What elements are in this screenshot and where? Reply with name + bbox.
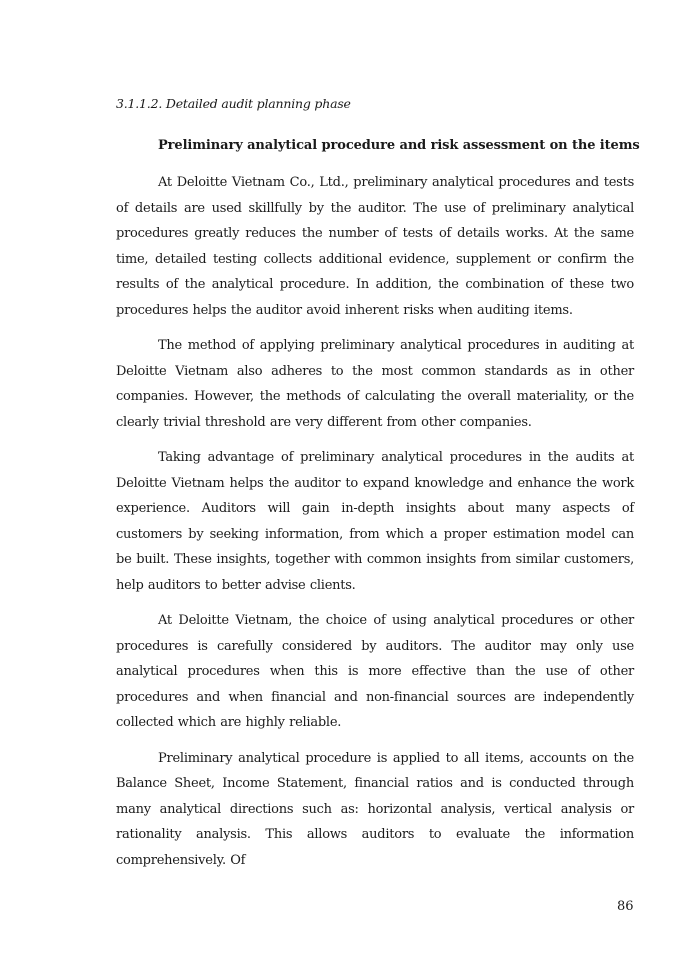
paragraph: Preliminary analytical procedure is applied to all items, accounts on the Balance Sheet, Income Statement, financial ratios and is conducted through many analytical directions such as: horizontal analysis, vertical analysis or rationality analysis. This allows auditors to evaluate the information comprehensively. Of <box>116 750 634 868</box>
subheading: Preliminary analytical procedure and risk assessment on the items <box>158 138 640 153</box>
paragraph: Taking advantage of preliminary analytical procedures in the audits at Deloitte Vietnam helps the auditor to expand knowledge and enhance the work experience. Auditors will gain in-depth insights about many aspects of customers by seeking information, from which a proper estimation model can be built. These insights, together with common insights from similar customers, help auditors to better advise clients. <box>116 450 634 593</box>
paragraph: At Deloitte Vietnam, the choice of using analytical procedures or other procedures is carefully considered by auditors. The auditor may only use analytical procedures when this is more effective than the use of other procedures and when financial and non-financial sources are independently collected which are highly reliable. <box>116 613 634 730</box>
body-text <box>116 170 634 883</box>
page-number: 86 <box>617 899 634 914</box>
paragraph: At Deloitte Vietnam Co., Ltd., preliminary analytical procedures and tests of details are used skillfully by the auditor. The use of preliminary analytical procedures greatly reduces the number of tests of details works. At the same time, detailed testing collects additional evidence, supplement or confirm the results of the analytical procedure. In addition, the combination of these two procedures helps the auditor avoid inherent risks when auditing items. <box>116 175 634 318</box>
paragraph: The method of applying preliminary analytical procedures in auditing at Deloitte Vietnam also adheres to the most common standards as in other companies. However, the methods of calculating the overall materiality, or the clearly trivial threshold are very different from other companies. <box>116 338 634 430</box>
section-heading: 3.1.1.2. Detailed audit planning phase <box>116 96 351 111</box>
